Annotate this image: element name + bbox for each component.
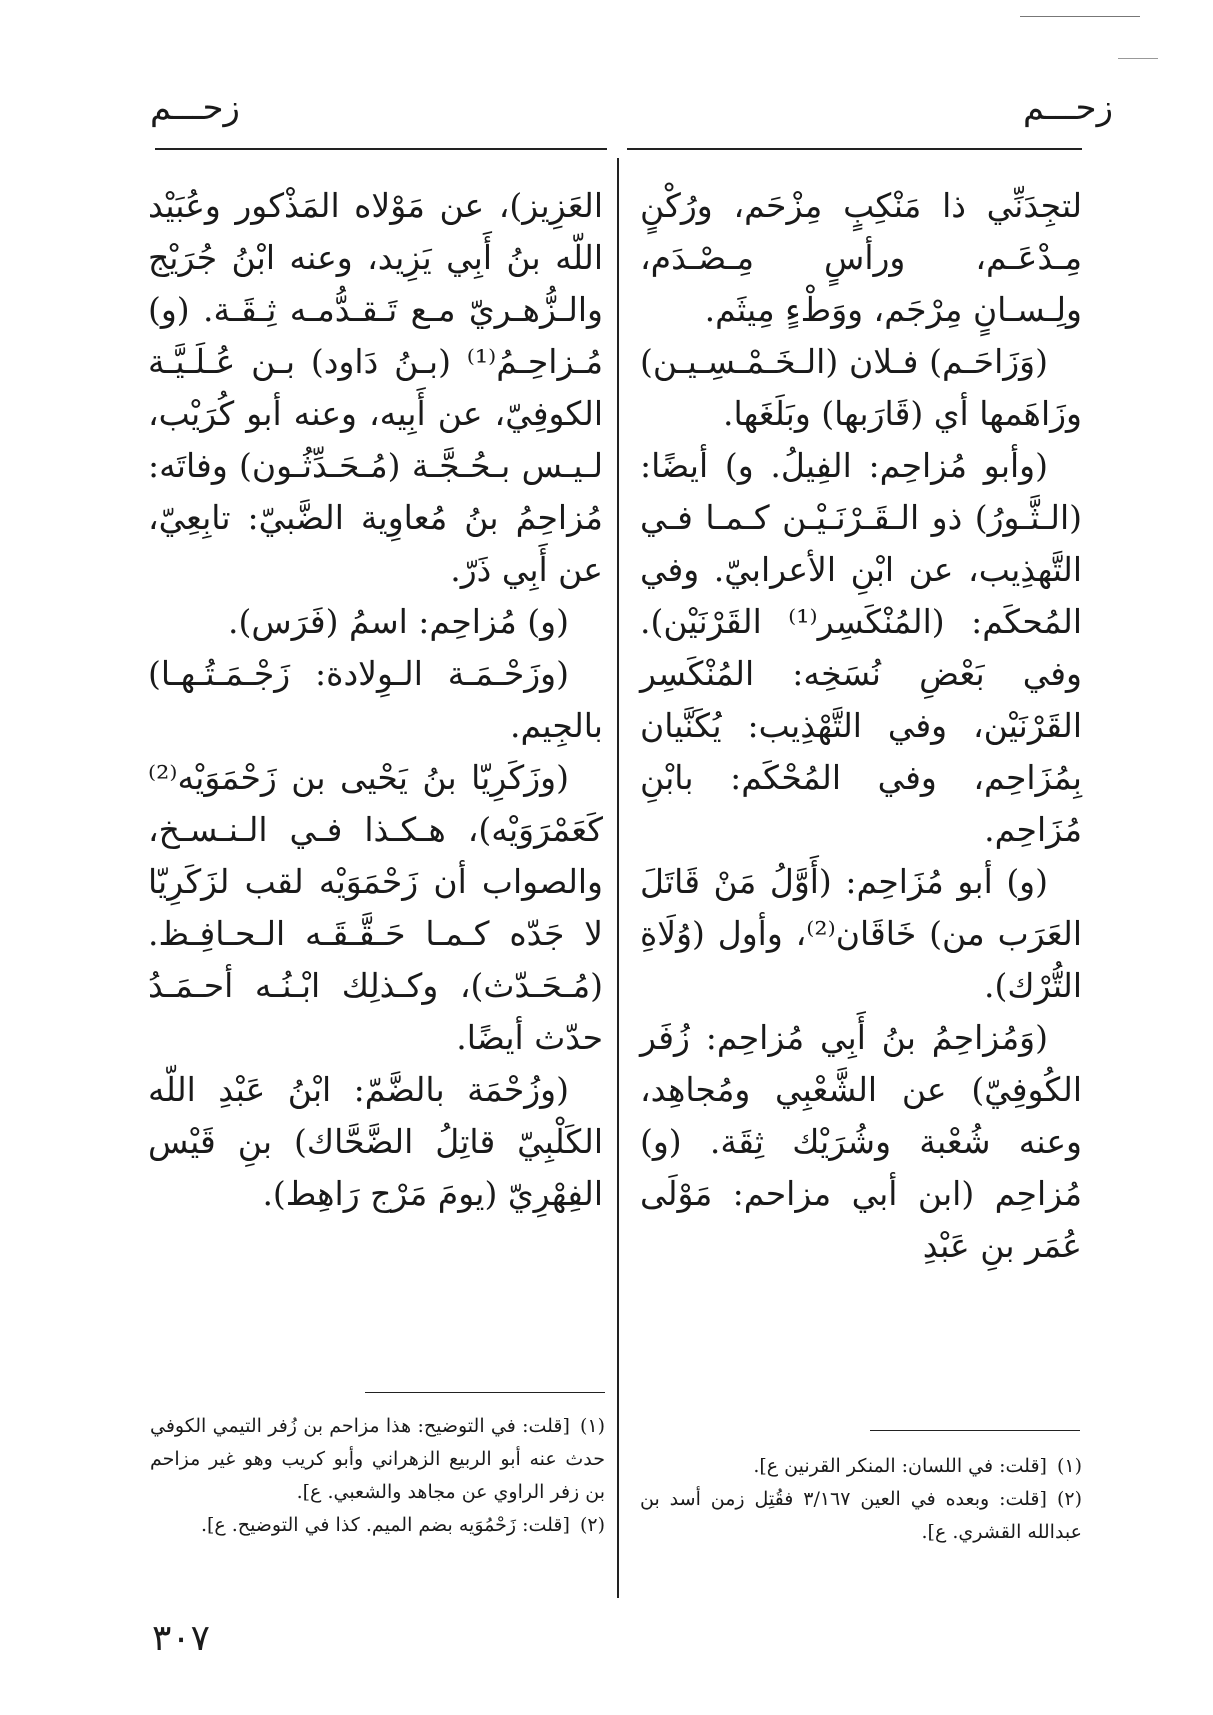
footnote-number: (٢) xyxy=(579,1514,605,1536)
footnote-rule-left xyxy=(365,1392,605,1393)
footnote-right-1 xyxy=(640,1450,1082,1483)
header-rule-right xyxy=(627,148,1082,150)
footnote-left-2 xyxy=(150,1509,605,1542)
footnotes-left xyxy=(150,1410,605,1542)
left-paragraph-5: (وزُحْمَة بالضَّمّ: ابْنُ عَبْدِ اللّه الكَلْبِيّ قاتِلُ الضَّحَّاك) بنِ قَيْس الفِهْرِيّ (يومَ مَرْج رَاهِط). xyxy=(148,1070,603,1213)
left-paragraph-1: العَزِيز)، عن مَوْلاه المَذْكور وعُبَيْد اللّه بنُ أَبِي يَزِيد، وعنه ابْنُ جُرَيْج والـزُّهـريّ مـع تَـقـدُّمـه ثِـقَـة. (و) مُـزاحِـمُ⁽¹⁾ (بـنُ دَاود) بـن عُـلَـيَّـة الكوفِيّ، عن أَبِيه، وعنه أبو كُرَيْب، لـيـس بـحُـجَّـة (مُـحَـدِّثُـون) وفاتَه: مُزاحِمُ بنُ مُعاوِية الضَّبيّ: تابِعِيّ، عن أَبِي ذَرّ. xyxy=(148,186,603,589)
footnote-text: [قلت: في التوضيح: هذا مزاحم بن زُفر التيمي الكوفي حدث عنه أبو الربيع الزهراني وأبو كريب وهو غير مزاحم بن زفر الراوي عن مجاهد والشعبي. ع]. xyxy=(150,1415,605,1503)
footnote-right-2 xyxy=(640,1483,1082,1549)
footnote-left-1 xyxy=(150,1410,605,1509)
header-rule-left xyxy=(155,148,607,150)
right-paragraph-5: (وَمُزاحِمُ بنُ أَبِي مُزاحِم: زُفَر الكُوفِيّ) عن الشَّعْبِي ومُجاهِد، وعنه شُعْبة وشُرَيْك ثِقَة. (و) مُزاحِم (ابن أبي مزاحم: مَوْلَى عُمَر بنِ عَبْدِ xyxy=(640,1018,1082,1265)
right-paragraph-4: (و) أبو مُزَاحِم: (أَوَّلُ مَنْ قَاتَلَ العَرَب من) خَاقَان⁽²⁾، وأول (وُلَاةِ التُّرْك). xyxy=(640,862,1082,1005)
footnote-text: [قلت: زَحْمُوَيه بضم الميم. كذا في التوضيح. ع]. xyxy=(200,1514,570,1536)
left-paragraph-2: (و) مُزاحِم: اسمُ (فَرَس). xyxy=(228,602,569,641)
left-paragraph-3: (وزَحْـمَـة الـوِلادة: زَجْـمَـتُـهـا) بالجِيم. xyxy=(148,654,603,745)
header-right-title: زحـــم xyxy=(1023,88,1113,128)
footnotes-right xyxy=(640,1450,1082,1549)
header-left-title: زحـــم xyxy=(150,88,240,128)
page-number: ٣٠٧ xyxy=(152,1618,211,1659)
right-paragraph-1: لتجِدَنِّي ذا مَنْكِبٍ مِزْحَم، ورُكْنٍ مِـدْعَـم، ورأسٍ مِـصْـدَم، ولِـسـانٍ مِرْجَم، ووَطْءٍ مِيثَم. xyxy=(640,186,1082,329)
left-paragraph-4: (وزَكَرِيّا بنُ يَحْيى بن زَحْمَوَيْه⁽²⁾ كَعَمْرَوَيْه)، هـكـذا فـي الـنـسـخ، والصواب أن زَحْمَوَيْه لقب لزَكَرِيّا لا جَدّه كـمـا حَـقَّـقَـه الـحـافِـظ. (مُـحَـدّث)، وكـذلِك ابْـنُـه أحـمَـدُ حدّث أيضًا. xyxy=(148,758,603,1057)
right-paragraph-3: (وأبو مُزاحِم: الفِيلُ. و) أيضًا: (الـثَّـورُ) ذو الـقَـرْنَـيْـن كـمـا فـي التَّهذِيب، عن ابْنِ الأعرابيّ. وفي المُحكَم: (المُنْكَسِر⁽¹⁾ القَرْنَيْن). وفي بَعْضِ نُسَخِه: المُنْكَسِر القَرْنَيْن، وفي التَّهْذِيب: يُكَنَّيان بِمُزَاحِم، وفي المُحْكَم: بابْنِ مُزَاحِم. xyxy=(640,446,1082,849)
footnote-number: (١) xyxy=(579,1415,605,1437)
column-divider xyxy=(617,158,619,1598)
footnote-text: [قلت: وبعده في العين ٣/١٦٧ فقُتِل زمن أسد بن عبدالله القشري. ع]. xyxy=(640,1488,1082,1543)
top-edge-rule xyxy=(1020,16,1140,17)
right-column xyxy=(640,180,1082,1272)
footnote-text: [قلت: في اللسان: المنكر القرنين ع]. xyxy=(753,1455,1047,1477)
top-edge-mark xyxy=(1118,58,1158,59)
left-column xyxy=(148,180,603,1220)
right-paragraph-2: (وَزَاحَـم) فـلان (الـخَـمْـسِـيـن) وزَاهَمها أي (قَارَبها) وبَلَغَها. xyxy=(640,342,1082,433)
footnote-number: (٢) xyxy=(1056,1488,1082,1510)
footnote-number: (١) xyxy=(1056,1455,1082,1477)
footnote-rule-right xyxy=(870,1430,1080,1431)
